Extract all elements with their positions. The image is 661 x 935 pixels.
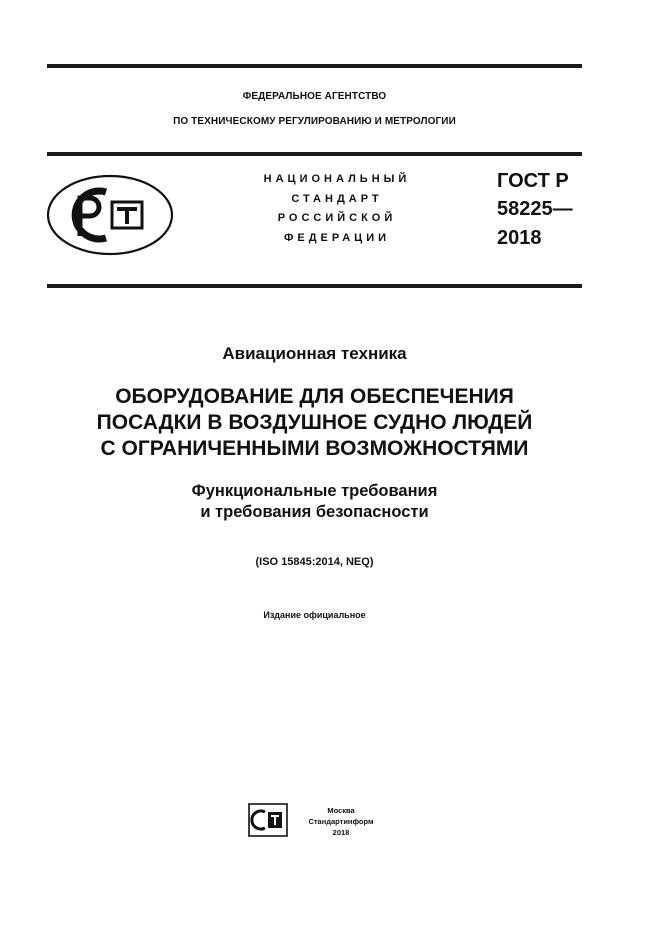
iso-reference: (ISO 15845:2014, NEQ)	[255, 556, 374, 568]
publisher-city: Москва	[327, 806, 355, 815]
title-line: С ОГРАНИЧЕННЫМИ ВОЗМОЖНОСТЯМИ	[100, 437, 529, 460]
standard-type-line-4: ФЕДЕРАЦИИ	[283, 232, 391, 244]
designation-year: 2018	[497, 227, 542, 249]
title-line: ОБОРУДОВАНИЕ ДЛЯ ОБЕСПЕЧЕНИЯ	[115, 385, 514, 408]
document-subtitle	[47, 481, 582, 523]
subtitle-line: Функциональные требования	[191, 482, 438, 500]
publisher-year: 2018	[332, 828, 350, 837]
header-bottom-rule	[47, 284, 582, 288]
agency-line-2: ПО ТЕХНИЧЕСКОМУ РЕГУЛИРОВАНИЮ И МЕТРОЛОГИИ	[173, 116, 456, 127]
gost-r-certification-icon	[46, 174, 174, 256]
publisher-name: Стандартинформ	[308, 817, 374, 826]
designation-number: 58225—	[497, 198, 573, 220]
standard-type-line-2: СТАНДАРТ	[291, 193, 383, 205]
title-line: ПОСАДКИ В ВОЗДУШНОЕ СУДНО ЛЮДЕЙ	[96, 411, 533, 434]
standartinform-logo-icon	[248, 803, 288, 837]
subtitle-line: и требования безопасности	[200, 503, 429, 521]
document-title	[47, 384, 582, 462]
standard-type-line-1: НАЦИОНАЛЬНЫЙ	[263, 173, 411, 185]
header-rule	[47, 152, 582, 156]
top-rule	[47, 64, 582, 68]
document-category: Авиационная техника	[222, 344, 407, 363]
standard-type-line-3: РОССИЙСКОЙ	[277, 212, 397, 224]
edition-note: Издание официальное	[263, 610, 366, 620]
designation-prefix: ГОСТ Р	[497, 170, 569, 192]
agency-line-1: ФЕДЕРАЛЬНОЕ АГЕНТСТВО	[242, 91, 387, 102]
